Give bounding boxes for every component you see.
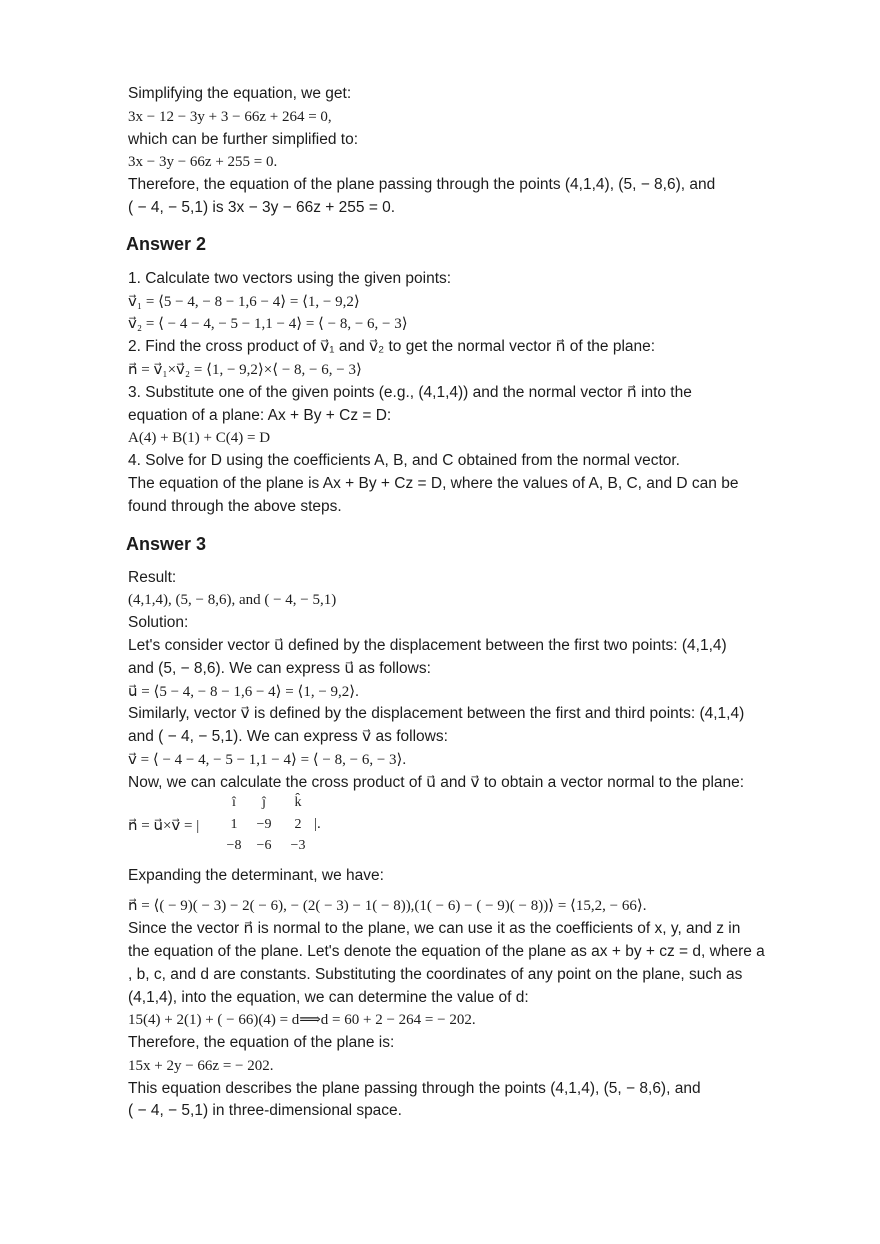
- equation-line: 15x + 2y − 66z = − 202.: [128, 1057, 274, 1074]
- equation-line: u⃗ = ⟨5 − 4, − 8 − 1,6 − 4⟩ = ⟨1, − 9,2⟩.: [128, 683, 359, 700]
- matrix-cell: −8: [226, 837, 242, 853]
- answer-3-line: and ( − 4, − 5,1). We can express v⃗ as follows:: [128, 728, 448, 746]
- matrix-cell: −6: [256, 837, 272, 853]
- answer-3-line: Since the vector n⃗ is normal to the plane, we can use it as the coefficients of x, y, and z in: [128, 920, 741, 938]
- answer-3-line: Result:: [128, 568, 177, 586]
- equation-line: 15(4) + 2(1) + ( − 66)(4) = d⟹d = 60 + 2 − 264 = − 202.: [128, 1012, 476, 1029]
- equation-line: v⃗₂ = ⟨ − 4 − 4, − 5 − 1,1 − 4⟩ = ⟨ − 8, − 6, − 3⟩: [128, 316, 408, 333]
- answer-3-line: This equation describes the plane passing through the points (4,1,4), (5, − 8,6), and: [128, 1079, 701, 1097]
- answer-3-line: Expanding the determinant, we have:: [128, 866, 384, 884]
- answer-3-line: Similarly, vector v⃗ is defined by the displacement between the first and third points: (4,1,4): [128, 705, 745, 723]
- answer-3-line: Now, we can calculate the cross product of u⃗ and v⃗ to obtain a vector normal to the plane:: [128, 773, 745, 791]
- matrix-cell: 1: [230, 816, 238, 832]
- intro-line: which can be further simplified to:: [128, 130, 359, 148]
- intro-line: Therefore, the equation of the plane passing through the points (4,1,4), (5, − 8,6), and: [128, 176, 716, 194]
- answer-2-line: equation of a plane: Ax + By + Cz = D:: [128, 406, 392, 424]
- matrix-cell: ĵ: [262, 794, 266, 810]
- answer-3-line: Let's consider vector u⃗ defined by the displacement between the first two points: (4,1,4): [128, 636, 727, 654]
- matrix-cell: k̂: [294, 794, 302, 810]
- intro-line: ( − 4, − 5,1) is 3x − 3y − 66z + 255 = 0.: [128, 198, 396, 216]
- answer-3-line: , b, c, and d are constants. Substituting the coordinates of any point on the plane, such as: [128, 965, 743, 983]
- determinant-block: [128, 795, 828, 865]
- matrix-cell: −3: [290, 837, 306, 853]
- equation-line: v⃗₁ = ⟨5 − 4, − 8 − 1,6 − 4⟩ = ⟨1, − 9,2⟩: [128, 293, 360, 310]
- matrix-cell: −9: [256, 816, 272, 832]
- answer-3-line: (4,1,4), into the equation, we can determine the value of d:: [128, 988, 529, 1006]
- document-content: [128, 83, 828, 1123]
- answer-2-line: 3. Substitute one of the given points (e.g., (4,1,4)) and the normal vector n⃗ into the: [128, 383, 692, 401]
- answer-3-line: Therefore, the equation of the plane is:: [128, 1034, 395, 1052]
- answer-2-line: found through the above steps.: [128, 497, 342, 515]
- equation-line: n⃗ = v⃗₁×v⃗₂ = ⟨1, − 9,2⟩×⟨ − 8, − 6, − 3⟩: [128, 361, 362, 378]
- answer-2-line: 2. Find the cross product of v⃗₁ and v⃗₂ to get the normal vector n⃗ of the plane:: [128, 338, 656, 356]
- equation-line: 3x − 12 − 3y + 3 − 66z + 264 = 0,: [128, 108, 332, 125]
- equation-line: A(4) + B(1) + C(4) = D: [128, 430, 271, 447]
- answer-2-line: 1. Calculate two vectors using the given points:: [128, 269, 452, 287]
- answer-2-line: 4. Solve for D using the coefficients A, B, and C obtained from the normal vector.: [128, 452, 680, 470]
- answer-3-line: the equation of the plane. Let's denote the equation of the plane as ax + by + cz = d, where a: [128, 942, 765, 960]
- equation-line: n⃗ = ⟨( − 9)( − 3) − 2( − 6), − (2( − 3) − 1( − 8)),(1( − 6) − ( − 9)( − 8))⟩ = ⟨15,2, − 66⟩.: [128, 898, 647, 915]
- spacer: [128, 887, 828, 895]
- determinant-lhs: n⃗ = u⃗×v⃗ = |: [128, 817, 200, 834]
- answer-3-heading: Answer 3: [126, 533, 207, 554]
- equation-line: 3x − 3y − 66z + 255 = 0.: [128, 154, 278, 171]
- determinant-rhs: |.: [314, 815, 321, 832]
- answer-2-heading: Answer 2: [126, 233, 207, 254]
- equation-line: v⃗ = ⟨ − 4 − 4, − 5 − 1,1 − 4⟩ = ⟨ − 8, − 6, − 3⟩.: [128, 751, 407, 768]
- answer-3-line: ( − 4, − 5,1) in three-dimensional space.: [128, 1102, 402, 1120]
- answer-3-line: Solution:: [128, 614, 189, 632]
- matrix-cell: î: [232, 794, 236, 810]
- matrix-cell: 2: [294, 816, 302, 832]
- intro-line: Simplifying the equation, we get:: [128, 85, 352, 102]
- answer-2-line: The equation of the plane is Ax + By + Cz = D, where the values of A, B, C, and D can be: [128, 474, 739, 492]
- equation-line: (4,1,4), (5, − 8,6), and ( − 4, − 5,1): [128, 592, 337, 609]
- answer-3-line: and (5, − 8,6). We can express u⃗ as follows:: [128, 659, 431, 677]
